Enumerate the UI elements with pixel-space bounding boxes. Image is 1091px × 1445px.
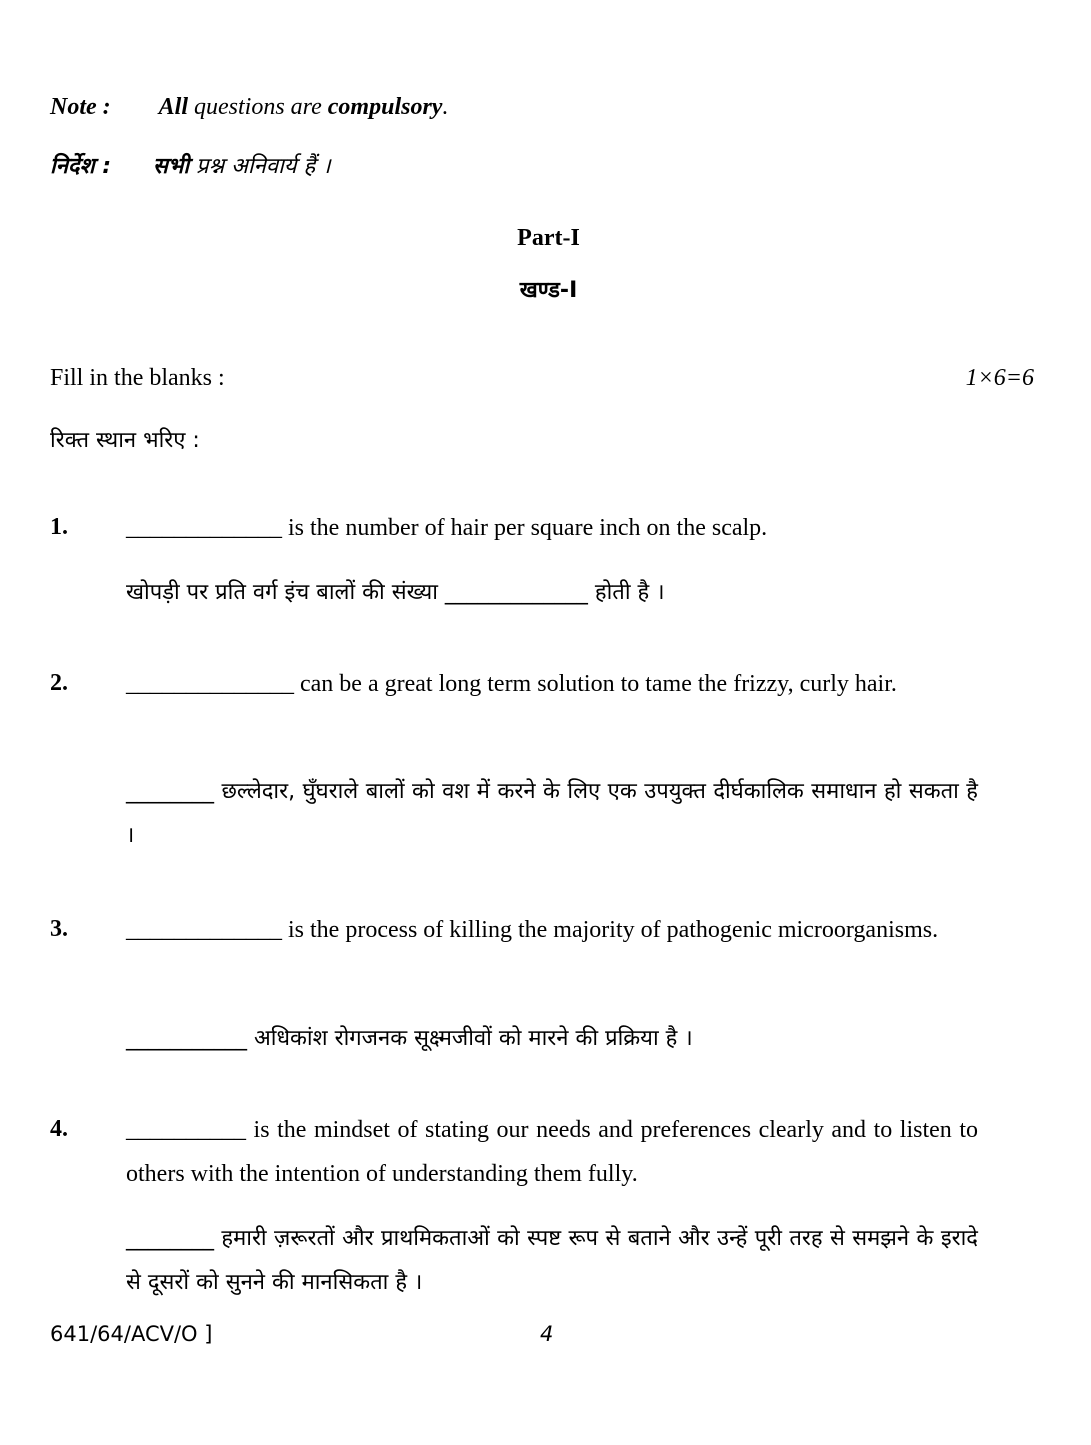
question-text-hi: ________ हमारी ज़रूरतों और प्राथमिकताओं को स्पष्ट रूप से बताने और उन्हें पूरी तरह से समझने के इरादे से दूसरों को सुनने की मानसिकता है । <box>126 1226 978 1295</box>
footer-code: 641/64/ACV/O ] <box>50 1322 213 1346</box>
note-compulsory: compulsory <box>327 94 443 120</box>
question-text-hi: ___________ अधिकांश रोगजनक सूक्ष्मजीवों को मारने की प्रक्रिया है । <box>126 1026 693 1051</box>
question-number: 2. <box>50 670 68 696</box>
question-text-hi: खोपड़ी पर प्रति वर्ग इंच बालों की संख्या _____________ होती है । <box>126 580 665 605</box>
section-instruction-hi: रिक्त स्थान भरिए : <box>50 428 200 453</box>
question-text-en: ______________ can be a great long term solution to tame the frizzy, curly hair. <box>126 671 897 697</box>
question-number: 1. <box>50 514 68 540</box>
question-text-en: _____________ is the process of killing the majority of pathogenic microorganisms. <box>126 917 939 943</box>
note-end: . <box>442 94 449 120</box>
note-label: Note : <box>50 94 111 120</box>
nirdesh-line <box>50 150 331 180</box>
question-number: 4. <box>50 1116 68 1142</box>
question-text-hi: ________ छल्लेदार, घुँघराले बालों को वश में करने के लिए एक उपयुक्त दीर्घकालिक समाधान हो सकता है । <box>126 779 978 848</box>
note-mid: questions are <box>188 94 328 120</box>
nirdesh-label: निर्देश : <box>50 154 112 179</box>
question-text-en: _____________ is the number of hair per square inch on the scalp. <box>126 515 768 541</box>
note-all: All <box>158 94 188 120</box>
section-instruction-en: Fill in the blanks : <box>50 365 225 391</box>
page-number: 4 <box>540 1322 554 1346</box>
nirdesh-bold: सभी <box>153 154 190 179</box>
nirdesh-rest: प्रश्न अनिवार्य हैं । <box>189 154 331 179</box>
part-title-hi: खण्ड-I <box>519 278 578 303</box>
section-marks: 1×6=6 <box>965 365 1034 391</box>
question-text-en: __________ is the mindset of stating our needs and preferences clearly and to listen to others with the intention of understanding them fully. <box>126 1117 978 1187</box>
note-line <box>50 94 448 121</box>
question-number: 3. <box>50 916 68 942</box>
part-title-en: Part-I <box>517 225 580 251</box>
